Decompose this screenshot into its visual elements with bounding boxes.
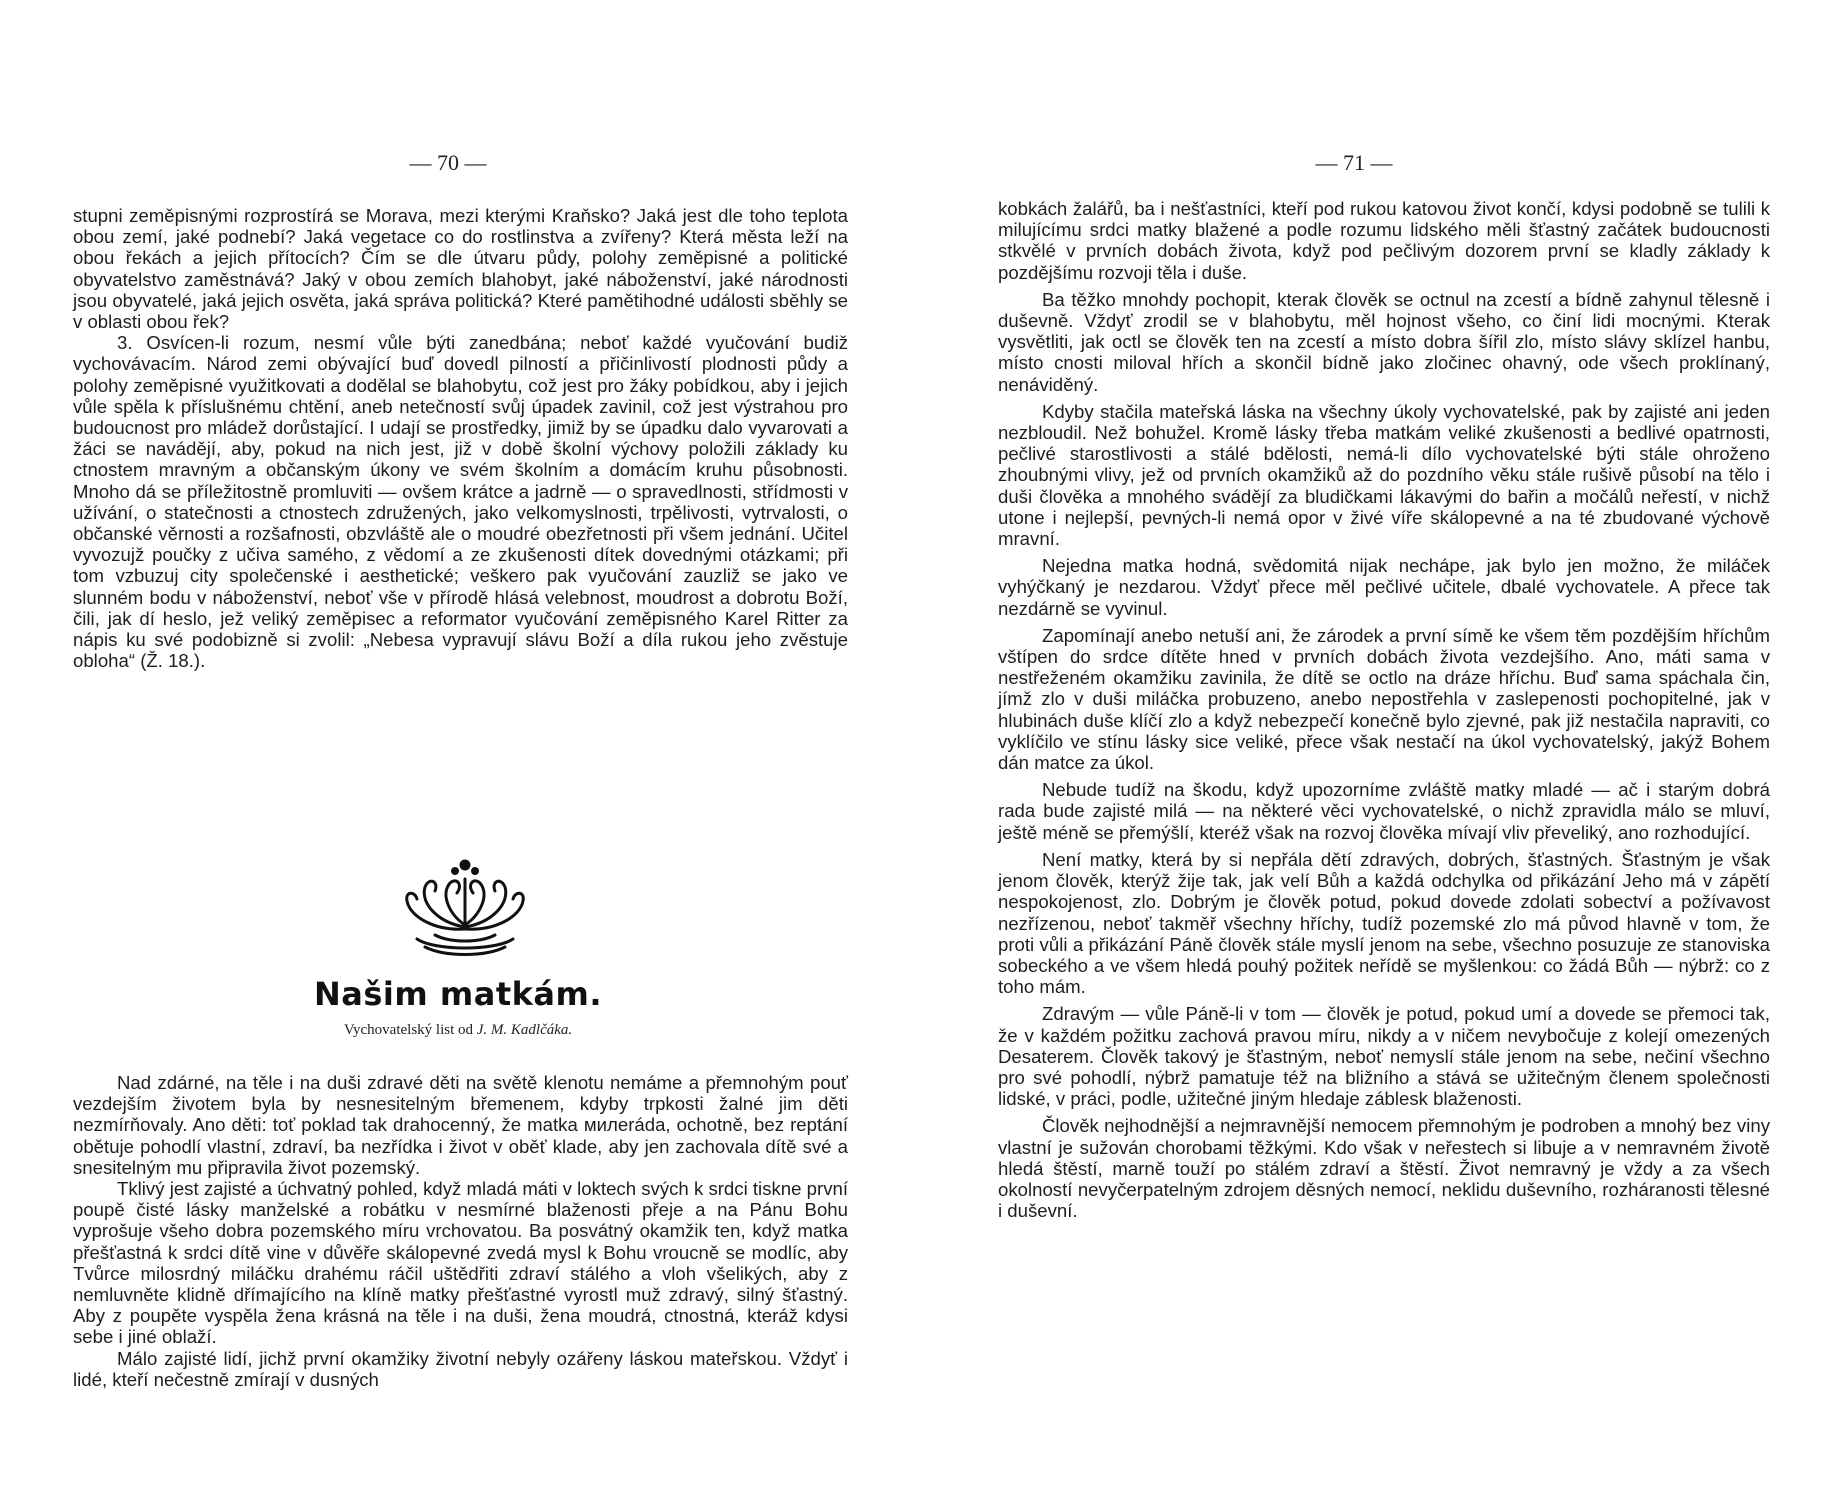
paragraph: Není matky, která by si nepřála dětí zdravých, dobrých, šťastných. Šťastným je však jenom člověk, kterýž žije tak, jak velí Bůh a každá odchylka od přikázání Jeho má v zápětí nespokojenost, zlo. Dobrým je člověk potud, pokud dovede zdolati sobectví a požívavost nezřízenou, neboť takměř všechny hříchy, tudíž pozemské zlo má původ hlavně v tom, že proti vůli a přikázání Páně člověk stále myslí jenom na sebe, všechno posuzuje ze stanoviska sobeckého a ve všem hledá pouhý požitek neřídě se myšlenkou: co žádá Bůh — nýbrž: co z toho mám.: [998, 848, 1770, 998]
article-author: J. M. Kadlčáka.: [476, 1022, 573, 1038]
article-subtitle: [0, 1022, 916, 1039]
paragraph: Nejedna matka hodná, svědomitá nijak nechápe, jak bylo jen možno, že miláček vyhýčkaný je nezdarou. Vždyť přece měl pečlivé učitele, dbalé vychovatele. A přece tak nezdárně se vyvinul.: [998, 555, 1770, 619]
paragraph: Nad zdárné, na těle i na duši zdravé děti na světě klenotu nemáme a přemnohým pouť vezdejším životem byla by nesnesitelným břemenem, kdyby trpkosti žalné jim děti nezmírňovaly. Ano děti: toť poklad tak drahocenný, že matka милerádа, ochotně, bez reptání obětuje pohodlí vlastní, zdraví, ba nezřídka i život v oběť klade, aby jen zachovala dítě své a snesitelným mu připravila život pozemský.: [73, 1072, 848, 1178]
right-page: [916, 0, 1832, 1500]
paragraph: Tklivý jest zajisté a úchvatný pohled, když mladá máti v loktech svých k srdci tiskne první poupě čisté lásky manželské a robátku v nesmírné blaženosti přeje a na Pánu Bohu vyprošuje všeho dobra pozemského míru vrchovatou. Ba posvátný okamžik ten, když matka přešťastná k srdci dítě vine v důvěře skálopevné zvedá mysl k Bohu vroucně se modlíc, aby Tvůrce milosrdný miláčku drahému ráčil uštědřiti zdraví stálého a vloh všelikých, aby z nemluvněte klidně dřímajícího na klíně matky přešťastné vyrostl muž zdravý, silný šťastný. Aby z poupěte vyspěla žena krásná na těle i na duši, žena moudrá, ctnostná, kteráž kdysi sebe i jiné oblaží.: [73, 1178, 848, 1348]
paragraph: Zdravým — vůle Páně-li v tom — člověk je potud, pokud umí a dovede se přemoci tak, že v každém požitku zachová pravou míru, nikdy a v ničem nevybočuje z kolejí omezených Desaterem. Člověk takový je šťastným, neboť nemyslí stále jenom na sebe, nečiní všechno pro své pohodlí, nýbrž pamatuje též na bližního a stává se užitečným členem společnosti lidské, v práci, podle, užitečné jiným hledaje záblesk blaženosti.: [998, 1003, 1770, 1110]
left-bottom-text: [73, 1072, 848, 1390]
paragraph: Člověk nejhodnější a nejmravnější nemocem přemnohým je podroben a mnohý bez viny vlastní je sužován chorobami těžkými. Kdo však v neřestech si libuje a v nemravném životě hledá štěstí, marně touží po stálém zdraví a štěstí. Život nemravný je vždy a za všech okolností nevyčerpatelným zdrojem děsných nemocí, neklidu duševního, rozháranosti tělesné i duševní.: [998, 1115, 1770, 1222]
page-number-right: — 71 —: [1315, 150, 1393, 175]
page-number-left: — 70 —: [409, 150, 487, 175]
paragraph: Zapomínají anebo netuší ani, že zárodek a první símě ke všem těm pozdějším hříchům vštípen do srdce dítěte hned v prvních dobách života vezdejšího. Ano, máti sama v nestřeženém okamžiku zavinila, že dítě se octlo na dráze hříchu. Buď sama spáchala čin, jímž zlo v duši miláčka probuzeno, anebo nepostřehla v zaslepenosti pochopitelné, jak v hlubinách duše klíčí zlo a když nebezpečí konečně bylo zjevné, pak již nestačila napraviti, co vyklíčilo ve stínu lásky sice veliké, přece však nestačí na úkol vychovatelský, jakýž Bohem dán matce za úkol.: [998, 624, 1770, 774]
paragraph: 3. Osvícen-li rozum, nesmí vůle býti zanedbána; neboť každé vyučování budiž vychovávacím. Národ zemi obývající buď dovedl pilností a přičinlivostí plodnosti půdy a polohy zeměpisné využitkovati a dodělal se blahobytu, což jest pro žáky pobídkou, aby i jejich vůle spěla k příslušnému chtění, aneb netečností svůj úpadek zavinil, což jest výstrahou pro budoucnost pro mládež dorůstající. I udají se prostředky, jimiž by se úpadku dalo vyvarovati a žáci se navádějí, aby, pokud na nich jest, již v době školní výchovy položili základy ku ctnostem mravným a občanským úkony ve svém školním a domácím kruhu působnosti. Mnoho dá se příležitostně promluviti — ovšem krátce a jadrně — o spravedlnosti, střídmosti v užívání, o statečnosti a ctnostech združených, jako velkomyslnosti, trpělivosti, vytrvalosti, o občanské věrnosti a rozšafnosti, obzvláště ale o moudré obezřetnosti při všem jednání. Učitel vyvozujž poučky z učiva samého, z vědomí a ze zkušenosti dítek dovednými otázkami; při tom vzbuzuj city společenské i aesthetické; veškero pak vyučování zauzliž se jako ve slunném bodu v náboženství, neboť vše v přírodě hlásá velebnost, moudrost a dobrotu Boží, čili, jak dí heslo, jež veliký zeměpisec a reformator vyučování zeměpisného Karel Ritter za nápis ku své podobizně si zvolil: „Nebesa vypravují slávu Boží a díla rukou jeho zvěstuje obloha“ (Ž. 18.).: [73, 332, 848, 672]
paragraph: stupni zeměpisnými rozprostírá se Morava, mezi kterými Kraňsko? Jaká jest dle toho teplota obou zemí, jaké podnebí? Jaká vegetace co do rostlinstva a zvířeny? Která města leží na obou řekách a jejich přítocích? Čím se dle útvaru půdy, polohy zeměpisné a politické obyvatelstvo zaměstnává? Jaký v obou zemích blahobyt, jaké náboženství, jaké národnosti jsou obyvatelé, jaká jejich osvěta, jaká správa politická? Které pamětihodné události sběhly se v oblasti obou řek?: [73, 205, 848, 333]
right-text: [998, 198, 1770, 1221]
paragraph: Málo zajisté lidí, jichž první okamžiky životní nebyly ozářeny láskou mateřskou. Vždyť i lidé, kteří nečestně zmírají v dusných: [73, 1347, 848, 1390]
article-title: Našim matkám.: [314, 975, 602, 1013]
paragraph: kobkách žalářů, ba i nešťastníci, kteří pod rukou katovou život končí, kdysi podobně se tulili k milujícímu srdci matky blažené a podle rozumu lidského měli šťastný začátek budoucnosti stkvělé v prvních dobách života, když pod pečlivým dozorem první se kladly základy k pozdějšímu rozvoji těla i duše.: [998, 198, 1770, 283]
paragraph: Kdyby stačila mateřská láska na všechny úkoly vychovatelské, pak by zajisté ani jeden nezbloudil. Než bohužel. Kromě lásky třeba matkám veliké zkušenosti a bedlivé opatrnosti, pečlivé starostlivosti a stálé bdělosti, nemá-li dílo vychovatelské býti stále ohroženo zhoubnými vlivy, jež od prvních okamžiků až do pozdního věku stále rušivě působí na tělo i duši člověka a mnohého svádějí za bludičkami lákavými do bařin a močálů neřestí, v nichž utone i nejlepší, pevných-li nemá opor v živé víře skálopevné a na té zbudované výchově mravní.: [998, 400, 1770, 550]
paragraph: Nebude tudíž na škodu, když upozorníme zvláště matky mladé — ač i starým dobrá rada bude zajisté milá — na některé věci vychovatelské, o nichž zpravidla málo se mluví, ještě méně se přemýšlí, kteréž však na rozvoj člověka mívají vliv převeliký, ano rozhodující.: [998, 779, 1770, 843]
paragraph: Ba těžko mnohdy pochopit, kterak člověk se octnul na zcestí a bídně zahynul tělesně i duševně. Vždyť zrodil se v blahobytu, měl hojnost všeho, co činí lidi mocnými. Kterak vysvětliti, jak octl se člověk ten na zcestí a místo dobra šířil zlo, místo slávy sklízel hanbu, místo cnosti miloval hřích a skončil bídně jako zločinec ohavný, ode všech proklínaný, nenáviděný.: [998, 288, 1770, 395]
floral-vignette-icon: [395, 855, 535, 965]
subtitle-prefix: Vychovatelský list od: [343, 1022, 473, 1038]
left-top-text: [73, 205, 848, 671]
